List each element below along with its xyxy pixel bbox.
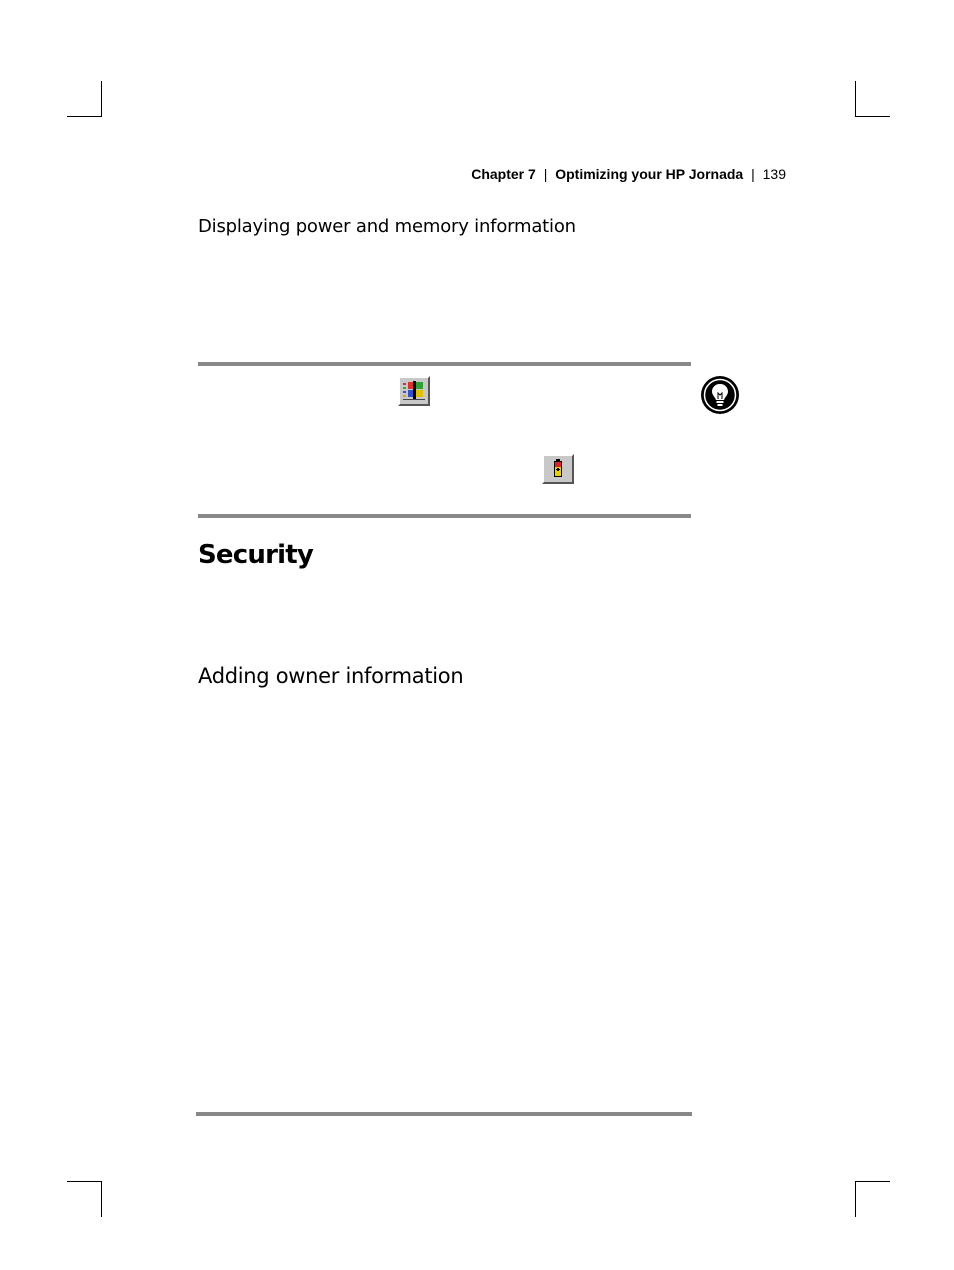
tip-top-rule [198, 362, 691, 366]
crop-mark [67, 116, 101, 117]
section-heading-power-memory: Displaying power and memory information [198, 216, 576, 237]
crop-mark [856, 116, 890, 117]
footer-rule [196, 1112, 692, 1116]
windows-flag-icon [398, 376, 430, 406]
crop-mark [856, 1181, 890, 1182]
crop-mark [67, 1181, 101, 1182]
crop-mark [101, 81, 102, 117]
page-number: 139 [762, 166, 786, 182]
crop-mark [855, 1181, 856, 1217]
section-heading-owner-info: Adding owner information [198, 664, 464, 688]
chapter-label: Chapter 7 [471, 166, 536, 182]
section-heading-security: Security [198, 540, 313, 570]
crop-mark [855, 81, 856, 117]
crop-mark [101, 1181, 102, 1217]
header-separator: | [751, 166, 755, 182]
header-separator: | [543, 166, 548, 182]
tip-bottom-rule [198, 514, 691, 518]
lightbulb-tip-icon [700, 375, 740, 415]
running-header [471, 166, 786, 182]
battery-icon [542, 454, 574, 484]
chapter-title: Optimizing your HP Jornada [555, 166, 744, 182]
